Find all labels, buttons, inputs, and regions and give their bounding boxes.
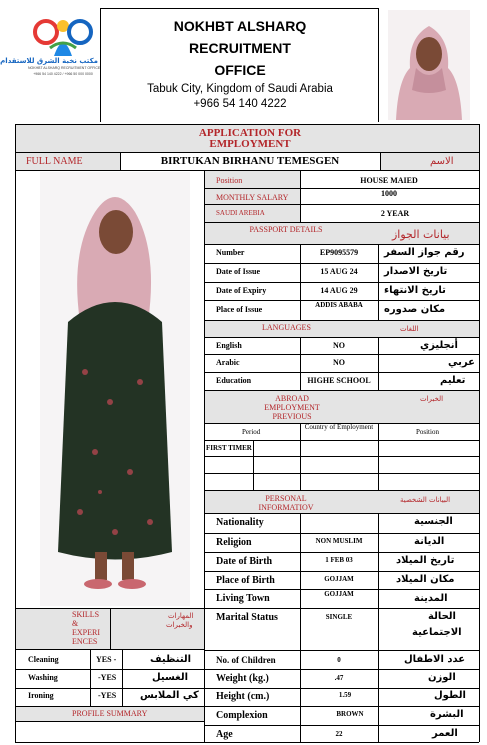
marital-status-value: SINGLE (325, 613, 353, 621)
pob-label-ar: مكان الميلاد (396, 574, 455, 585)
profile-summary-title: PROFILE SUMMARY (72, 709, 148, 718)
col-country: Country of Employment (304, 423, 374, 431)
height-label: Height (cm.) (216, 691, 270, 702)
position-label: Position (216, 176, 243, 185)
height-value: 1.59 (338, 691, 352, 699)
passport-number-label-ar: رقم جواز السفر (384, 247, 465, 258)
salary-value: 1000 (381, 189, 397, 198)
issue-date-value: 15 AUG 24 (320, 267, 358, 276)
arabic-label: Arabic (216, 358, 240, 367)
issue-place-value: ADDIS ABABA (315, 301, 363, 309)
english-label: English (216, 341, 242, 350)
washing-value: -YES (98, 673, 117, 682)
passport-title: PASSPORT DETAILS (249, 225, 323, 234)
english-value: NO (333, 341, 345, 350)
skills-title-l3: EXPERI (72, 628, 100, 637)
children-label-ar: عدد الاطفال (404, 654, 466, 665)
religion-label-ar: الديانة (414, 536, 445, 547)
issue-place-label-ar: مكان صدوره (384, 304, 446, 315)
dob-label: Date of Birth (216, 556, 273, 567)
skills-title-ar2: والخبرات (166, 621, 193, 629)
logo-icon (28, 10, 98, 60)
age-value: 22 (335, 730, 343, 738)
logo-subtext: NOKHBT ALSHARQ RECRUITMENT OFFICE (28, 66, 101, 70)
salary-label: MONTHLY SALARY (216, 193, 289, 202)
living-town-value: GOJJAM (324, 590, 354, 598)
passport-number-value: EP9095579 (319, 248, 359, 257)
personal-title-ar: البيانات الشخصية (400, 496, 451, 504)
nationality-label: Nationality (216, 517, 264, 528)
washing-label: Washing (28, 673, 58, 682)
skills-title-l4: ENCES (72, 637, 98, 646)
pob-label: Place of Birth (216, 575, 275, 586)
arabic-label-ar: عربي (448, 357, 475, 368)
issue-place-label: Place of Issue (216, 305, 263, 314)
arabic-value: NO (333, 358, 345, 367)
complexion-label: Complexion (216, 710, 268, 721)
logo-phones: +966 54 140 4222 / +966 50 000 0000 (33, 72, 93, 76)
cleaning-value: YES - (96, 655, 117, 664)
cleaning-label-ar: التنظيف (150, 654, 192, 665)
contract-value: 2 YEAR (380, 209, 410, 218)
office-title-line3: OFFICE (214, 62, 266, 78)
children-value: 0 (337, 656, 341, 664)
living-town-label: Living Town (216, 593, 270, 604)
issue-date-label-ar: تاريخ الاصدار (384, 266, 448, 277)
full-name-label: FULL NAME (26, 156, 83, 167)
age-label-ar: العمر (432, 728, 458, 739)
full-body-photo (40, 172, 190, 606)
english-label-ar: أنجليزي (420, 340, 458, 351)
religion-value: NON MUSLIM (315, 537, 363, 545)
education-label-ar: تعليم (440, 375, 466, 386)
first-timer: FIRST TIMER (206, 444, 252, 452)
office-title-line1: NOKHBT ALSHARQ (173, 18, 307, 34)
marital-status-label: Marital Status (216, 612, 278, 623)
portrait-photo (388, 10, 470, 120)
office-address: Tabuk City, Kingdom of Saudi Arabia (147, 83, 333, 95)
logo-text: مكتب نخبة الشرق للاستقدام (0, 57, 98, 65)
ironing-label: Ironing (28, 691, 54, 700)
skills-title-ar1: المهارات (168, 612, 194, 620)
marital-status-label-ar2: الاجتماعية (412, 627, 462, 638)
expiry-date-label-ar: تاريخ الانتهاء (384, 285, 446, 296)
skills-title-l2: & (72, 619, 79, 628)
full-name-value: BIRTUKAN BIRHANU TEMESGEN (160, 155, 340, 167)
application-title: APPLICATION FOR EMPLOYMENT (198, 127, 302, 150)
age-label: Age (216, 729, 233, 740)
languages-title: LANGUAGES (262, 323, 311, 332)
expiry-date-value: 14 AUG 29 (320, 286, 358, 295)
abroad-title: ABROAD EMPLOYMENT PREVIOUS (264, 394, 320, 421)
dob-label-ar: تاريخ الميلاد (396, 555, 455, 566)
children-label: No. of Children (216, 655, 276, 665)
abroad-title-ar: الخبرات (420, 395, 444, 403)
col-position: Position (416, 428, 439, 436)
col-period: Period (242, 428, 261, 436)
ironing-label-ar: كي الملابس (140, 690, 199, 701)
nationality-label-ar: الجنسية (414, 516, 453, 527)
office-title-line2: RECRUITMENT (189, 40, 291, 56)
dob-value: 1 FEB 03 (325, 556, 353, 564)
religion-label: Religion (216, 537, 252, 548)
cleaning-label: Cleaning (28, 655, 59, 664)
full-name-label-ar: الاسم (430, 156, 454, 167)
personal-title: PERSONAL INFORMATIOV (258, 494, 314, 512)
passport-number-label: Number (216, 248, 245, 257)
washing-label-ar: الغسيل (152, 672, 189, 683)
contract-label: SAUDI AREBIA (216, 209, 265, 217)
logo (0, 10, 101, 82)
weight-label-ar: الوزن (428, 672, 456, 683)
languages-title-ar: اللغات (400, 325, 419, 333)
expiry-date-label: Date of Expiry (216, 286, 267, 295)
issue-date-label: Date of Issue (216, 267, 260, 276)
position-value: HOUSE MAIED (360, 176, 418, 185)
living-town-label-ar: المدينة (414, 593, 448, 604)
weight-value: .47 (334, 674, 344, 682)
complexion-value: BROWN (336, 710, 364, 718)
passport-title-ar: بيانات الجواز (392, 228, 450, 241)
skills-title-l1: SKILLS (72, 610, 100, 619)
pob-value: GOJJAM (324, 575, 354, 583)
office-phone: +966 54 140 4222 (193, 98, 287, 110)
complexion-label-ar: البشرة (430, 709, 464, 720)
weight-label: Weight (kg.) (216, 673, 269, 684)
education-value: HIGHE SCHOOL (307, 376, 371, 385)
education-label: Education (216, 376, 252, 385)
height-label-ar: الطول (434, 690, 466, 701)
marital-status-label-ar1: الحالة (428, 611, 456, 622)
ironing-value: -YES (98, 691, 117, 700)
